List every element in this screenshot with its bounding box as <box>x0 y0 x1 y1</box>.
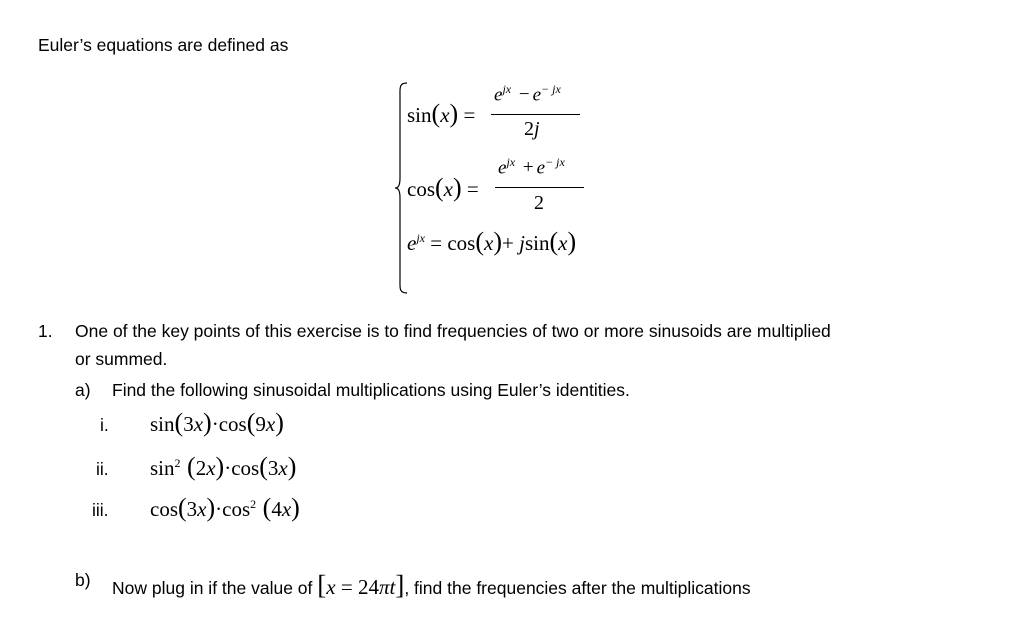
question-number: 1. <box>38 321 53 341</box>
part-b-text: Now plug in if the value of [x = 24πt], find the frequencies after the multiplications <box>112 570 751 600</box>
item-expression: sin(3x)·cos(9x) <box>150 408 284 437</box>
cos-var: x <box>443 177 453 201</box>
equation-euler: $e^{jx} = \cos(x)+ jsin(x)$ <box>407 227 577 256</box>
part-a-label: a) <box>75 380 91 400</box>
sin-func: sin <box>407 103 432 127</box>
part-b-label: b) <box>75 570 91 590</box>
question-line-2: or summed. <box>75 349 168 369</box>
item-expression: $\cos(3x)\cdot\cos^2$ (4x) <box>150 493 300 522</box>
fraction-bar <box>491 114 580 115</box>
item-label: ii. <box>96 459 109 479</box>
cos-func: cos <box>407 177 435 201</box>
item-label: i. <box>100 415 109 435</box>
intro-text: Euler’s equations are defined as <box>38 35 289 55</box>
item-expression: $\sin^2 (2x)\cdot\cos(3x)$ <box>150 452 297 481</box>
part-b-expression: [x = 24πt] <box>317 570 405 600</box>
sin-var: x <box>440 103 450 127</box>
question-line-1: One of the key points of this exercise is to find frequencies of two or more sinusoids are multiplied <box>75 321 831 341</box>
item-label: iii. <box>92 500 109 520</box>
part-a-text: Find the following sinusoidal multiplications using Euler’s identities. <box>112 380 630 400</box>
fraction-bar <box>495 187 584 188</box>
